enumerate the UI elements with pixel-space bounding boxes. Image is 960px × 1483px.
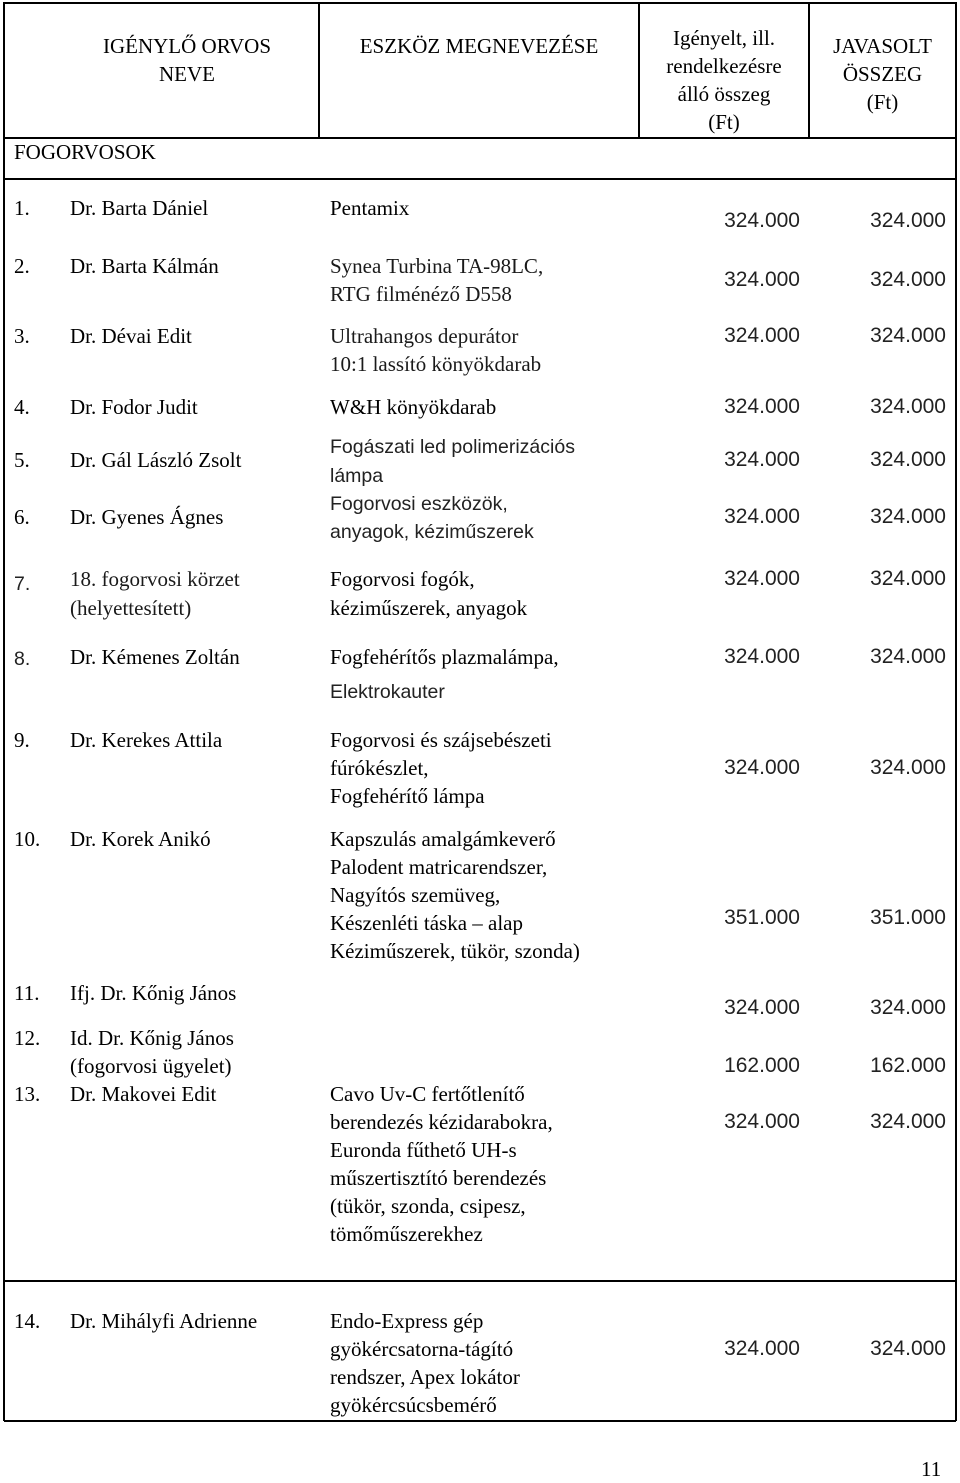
proposed-amount: 324.000	[870, 645, 946, 668]
device-name: Kapszulás amalgámkeverő	[330, 827, 556, 851]
doctor-name: Dr. Dévai Edit	[70, 324, 192, 348]
header-eszkoz: ESZKÖZ MEGNEVEZÉSE	[359, 34, 599, 58]
device-name: lámpa	[330, 465, 384, 487]
row-number: 1.	[14, 196, 30, 220]
proposed-amount: 162.000	[870, 1054, 946, 1077]
section-title: FOGORVOSOK	[14, 140, 156, 164]
proposed-amount: 324.000	[870, 448, 946, 471]
doctor-name: (fogorvosi ügyelet)	[70, 1054, 232, 1078]
device-name: rendszer, Apex lokátor	[330, 1365, 520, 1389]
doctor-name: Dr. Korek Anikó	[70, 827, 211, 851]
doctor-name: Dr. Kémenes Zoltán	[70, 645, 240, 669]
row-number: 13.	[14, 1082, 41, 1106]
proposed-amount: 324.000	[870, 209, 946, 232]
device-name: Cavo Uv-C fertőtlenítő	[330, 1082, 525, 1106]
proposed-amount: 324.000	[870, 268, 946, 291]
device-name: műszertisztító berendezés	[330, 1166, 547, 1190]
requested-amount: 324.000	[724, 268, 800, 291]
proposed-amount: 324.000	[870, 505, 946, 528]
device-name: Palodent matricarendszer,	[330, 855, 548, 879]
requested-amount: 324.000	[724, 209, 800, 232]
row-number: 14.	[14, 1309, 41, 1333]
row-number: 3.	[14, 324, 30, 348]
proposed-amount: 324.000	[870, 1110, 946, 1133]
requested-amount: 351.000	[724, 906, 800, 929]
device-name: Endo-Express gép	[330, 1309, 484, 1333]
device-name: tömőműszerekhez	[330, 1222, 483, 1246]
row-number: 6.	[14, 505, 30, 529]
row-number: 11.	[14, 981, 40, 1005]
proposed-amount: 324.000	[870, 1337, 946, 1360]
device-name: Euronda fűthető UH-s	[330, 1138, 517, 1162]
requested-amount: 324.000	[724, 1337, 800, 1360]
proposed-amount: 324.000	[870, 756, 946, 779]
requested-amount: 324.000	[724, 505, 800, 528]
device-name: gyökércsúcsbemérő	[330, 1393, 497, 1417]
device-name: Fogorvosi fogók,	[330, 567, 475, 591]
proposed-amount: 324.000	[870, 395, 946, 418]
device-name: kéziműszerek, anyagok	[330, 596, 528, 620]
doctor-name: 18. fogorvosi körzet	[70, 567, 240, 591]
device-name: berendezés kézidarabokra,	[330, 1110, 553, 1134]
doctor-name: Dr. Gál László Zsolt	[70, 448, 242, 472]
proposed-amount: 351.000	[870, 906, 946, 929]
requested-amount: 324.000	[724, 756, 800, 779]
requested-amount: 324.000	[724, 395, 800, 418]
device-name: Elektrokauter	[330, 681, 445, 703]
row-number: 7.	[14, 573, 31, 595]
device-name: Fogorvosi és szájsebészeti	[330, 728, 552, 752]
requested-amount: 324.000	[724, 567, 800, 590]
device-name: gyökércsatorna-tágító	[330, 1337, 514, 1361]
proposed-amount: 324.000	[870, 996, 946, 1019]
doctor-name: Dr. Fodor Judit	[70, 395, 198, 419]
doctor-name: Id. Dr. Kőnig János	[70, 1026, 234, 1050]
device-name: Nagyítós szemüveg,	[330, 883, 501, 907]
requested-amount: 324.000	[724, 1110, 800, 1133]
device-name: Fogászati led polimerizációs	[330, 436, 575, 458]
requested-amount: 324.000	[724, 996, 800, 1019]
device-name: anyagok, kéziműszerek	[330, 521, 534, 543]
proposed-amount: 324.000	[870, 567, 946, 590]
device-name: 10:1 lassító könyökdarab	[330, 352, 542, 376]
requested-amount: 324.000	[724, 448, 800, 471]
device-name: Kéziműszerek, tükör, szonda)	[330, 939, 580, 963]
device-name: (tükör, szonda, csipesz,	[330, 1194, 526, 1218]
doctor-name: Dr. Mihályfi Adrienne	[70, 1309, 258, 1333]
doctor-name: (helyettesített)	[70, 596, 192, 620]
proposed-amount: 324.000	[870, 324, 946, 347]
doctor-name: Dr. Makovei Edit	[70, 1082, 217, 1106]
device-name: Fogfehérítős plazmalámpa,	[330, 645, 559, 669]
doctor-name: Dr. Barta Dániel	[70, 196, 209, 220]
device-name: W&H könyökdarab	[330, 395, 497, 419]
row-number: 8.	[14, 648, 31, 670]
doctor-name: Dr. Gyenes Ágnes	[70, 505, 224, 529]
device-name: fúrókészlet,	[330, 756, 429, 780]
row-number: 4.	[14, 395, 30, 419]
requested-amount: 162.000	[724, 1054, 800, 1077]
requested-amount: 324.000	[724, 645, 800, 668]
device-name: RTG filménéző D558	[330, 282, 512, 306]
doctor-name: Ifj. Dr. Kőnig János	[70, 981, 237, 1005]
row-number: 9.	[14, 728, 30, 752]
device-name: Ultrahangos depurátor	[330, 324, 519, 348]
requested-amount: 324.000	[724, 324, 800, 347]
row-number: 10.	[14, 827, 41, 851]
device-name: Fogfehérítő lámpa	[330, 784, 485, 808]
device-name: Fogorvosi eszközök,	[330, 493, 508, 515]
row-number: 2.	[14, 254, 30, 278]
device-name: Synea Turbina TA-98LC,	[330, 254, 544, 278]
doctor-name: Dr. Barta Kálmán	[70, 254, 219, 278]
device-name: Pentamix	[330, 196, 410, 220]
doctor-name: Dr. Kerekes Attila	[70, 728, 223, 752]
row-number: 5.	[14, 448, 30, 472]
row-number: 12.	[14, 1026, 41, 1050]
page-number: 11	[921, 1457, 942, 1481]
device-name: Készenléti táska – alap	[330, 911, 523, 935]
